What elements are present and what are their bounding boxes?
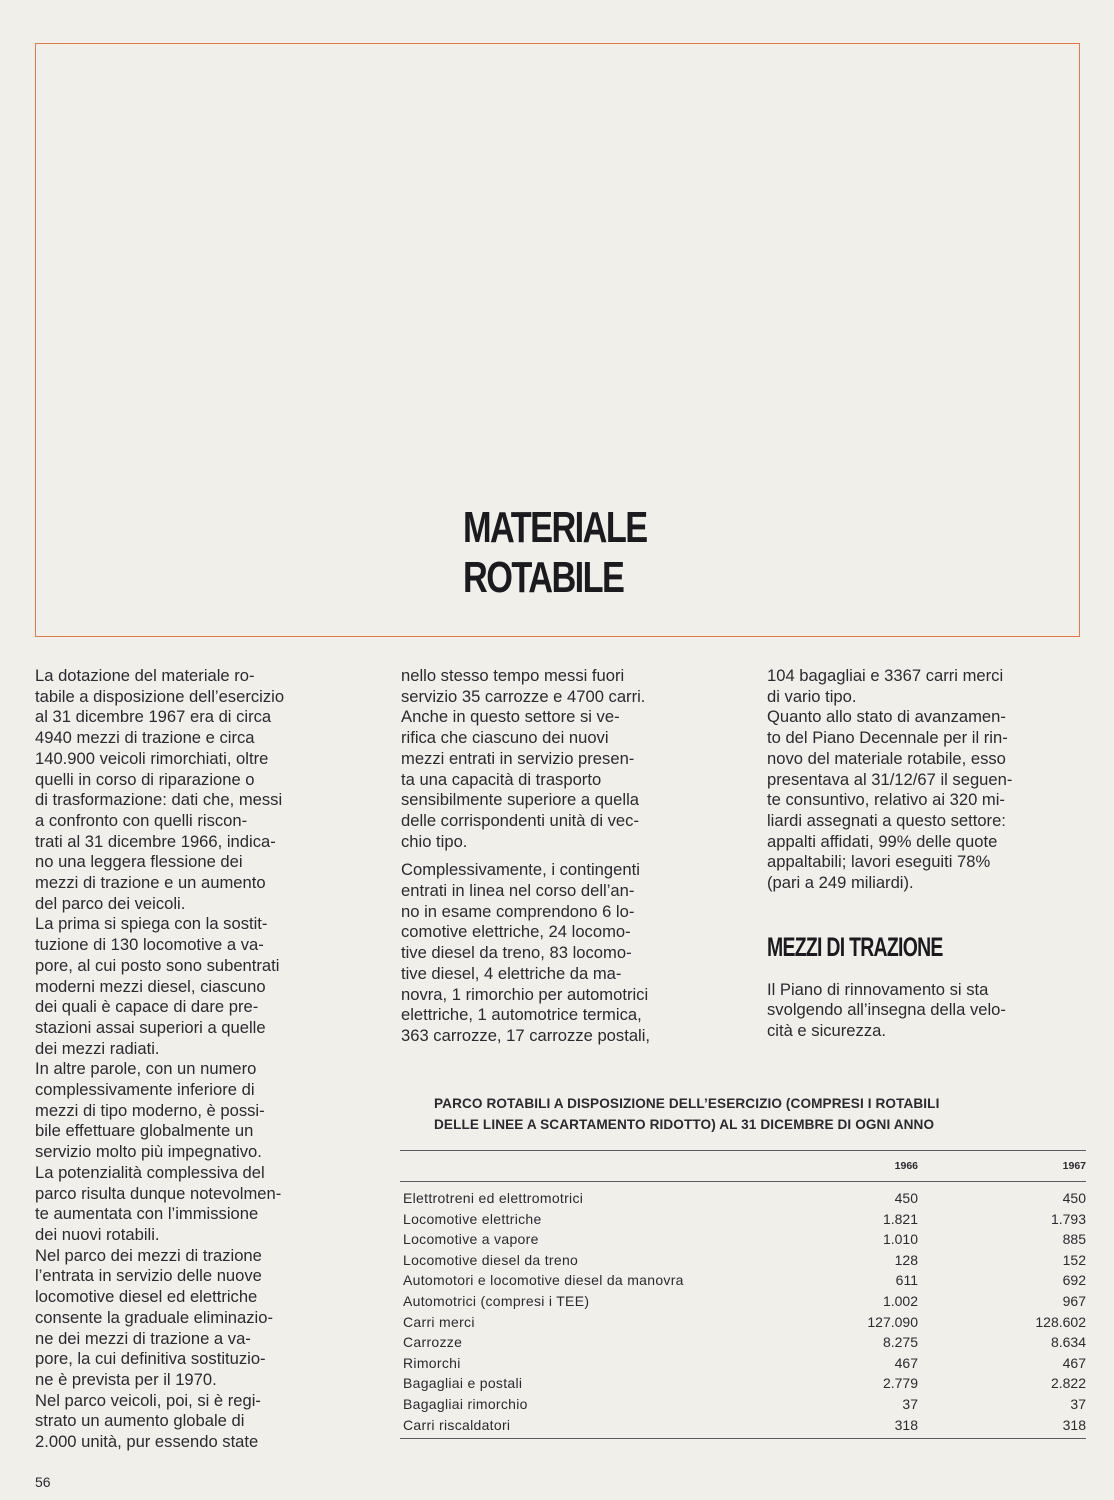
text-line: entrati in linea nel corso dell’an- bbox=[401, 881, 635, 901]
text-line: parco risulta dunque notevolmen- bbox=[35, 1183, 282, 1203]
value-1966: 1.002 bbox=[882, 1292, 918, 1309]
text-line: delle corrispondenti unità di vec- bbox=[401, 810, 639, 830]
text-line: a confronto con quelli riscon- bbox=[35, 810, 248, 830]
column3-paragraph-a bbox=[767, 666, 1074, 894]
table-row bbox=[400, 1312, 1086, 1333]
text-line: stazioni assai superiori a quelle bbox=[35, 1017, 266, 1037]
value-1966: 8.275 bbox=[882, 1334, 918, 1351]
value-1967: 885 bbox=[1062, 1231, 1086, 1248]
value-1967: 128.602 bbox=[1035, 1313, 1086, 1330]
row-label: Elettrotreni ed elettromotrici bbox=[403, 1190, 584, 1206]
value-1966: 127.090 bbox=[867, 1313, 918, 1330]
value-1967: 967 bbox=[1062, 1292, 1086, 1309]
text-line: cità e sicurezza. bbox=[767, 1021, 886, 1041]
value-1966: 1.010 bbox=[882, 1231, 918, 1248]
text-line: te aumentata con l’immissione bbox=[35, 1204, 259, 1224]
text-line: svolgendo all’insegna della velo- bbox=[767, 1000, 1006, 1020]
value-1967: 37 bbox=[1070, 1395, 1086, 1412]
row-label: Locomotive a vapore bbox=[403, 1231, 539, 1248]
table-row bbox=[400, 1394, 1086, 1415]
title-line-1: MATERIALE bbox=[463, 503, 647, 552]
text-line: pore, la cui definitiva sostituzio- bbox=[35, 1349, 266, 1369]
text-line: dei mezzi radiati. bbox=[35, 1038, 160, 1058]
value-1967: 692 bbox=[1062, 1272, 1086, 1289]
text-line: mezzi di tipo moderno, è possi- bbox=[35, 1100, 265, 1120]
value-1967: 318 bbox=[1062, 1416, 1086, 1433]
text-line: complessivamente inferiore di bbox=[35, 1080, 255, 1100]
table-bottom-rule bbox=[400, 1438, 1086, 1439]
text-line: Nel parco dei mezzi di trazione bbox=[35, 1245, 262, 1265]
row-label: Automotori e locomotive diesel da manovra bbox=[403, 1272, 684, 1289]
text-line: te consuntivo, relativo ai 320 mi- bbox=[767, 790, 1005, 810]
text-line: tive diesel da treno, 83 locomo- bbox=[401, 943, 632, 963]
value-1967: 2.822 bbox=[1050, 1375, 1086, 1392]
text-line: to del Piano Decennale per il rin- bbox=[767, 728, 1008, 748]
text-line: comotive elettriche, 24 locomo- bbox=[401, 922, 631, 942]
text-line: al 31 dicembre 1967 era di circa bbox=[35, 707, 272, 727]
table-row bbox=[400, 1353, 1086, 1374]
text-line: strato un aumento globale di bbox=[35, 1411, 245, 1431]
text-line: pore, al cui posto sono subentrati bbox=[35, 955, 280, 975]
text-column-2 bbox=[401, 666, 711, 1047]
table-caption-line-2: DELLE LINEE A SCARTAMENTO RIDOTTO) AL 31 DICEMBRE DI OGNI ANNO bbox=[434, 1117, 935, 1132]
text-line: La dotazione del materiale ro- bbox=[35, 666, 255, 685]
table-caption bbox=[434, 1093, 1074, 1135]
text-line: Anche in questo settore si ve- bbox=[401, 707, 620, 727]
value-1967: 152 bbox=[1062, 1251, 1086, 1268]
row-label: Carri merci bbox=[403, 1313, 475, 1330]
text-line: presentava al 31/12/67 il seguen- bbox=[767, 769, 1013, 789]
table-row bbox=[400, 1415, 1086, 1436]
text-line: consente la graduale eliminazio- bbox=[35, 1307, 273, 1327]
title-line-2: ROTABILE bbox=[463, 553, 624, 602]
row-label: Bagagliai e postali bbox=[403, 1375, 523, 1392]
text-line: appaltabili; lavori eseguiti 78% bbox=[767, 852, 991, 872]
value-1966: 467 bbox=[894, 1354, 918, 1371]
section-heading: MEZZI DI TRAZIONE bbox=[767, 931, 943, 962]
text-line: dei nuovi rotabili. bbox=[35, 1224, 160, 1244]
text-line: mezzi entrati in servizio presen- bbox=[401, 748, 635, 768]
table-row bbox=[400, 1209, 1086, 1230]
paragraph-gap bbox=[401, 852, 711, 860]
text-line: no in esame comprendono 6 lo- bbox=[401, 901, 635, 921]
text-line: novra, 1 rimorchio per automotrici bbox=[401, 984, 649, 1004]
text-column-1 bbox=[35, 666, 338, 1453]
text-line: mezzi di trazione e un aumento bbox=[35, 873, 266, 893]
text-line: bile effettuare globalmente un bbox=[35, 1121, 254, 1141]
row-label: Rimorchi bbox=[403, 1354, 461, 1371]
text-line: tive diesel, 4 elettriche da ma- bbox=[401, 963, 622, 983]
value-1967: 8.634 bbox=[1050, 1334, 1086, 1351]
table-body bbox=[400, 1182, 1086, 1435]
text-line: tuzione di 130 locomotive a va- bbox=[35, 935, 264, 955]
value-1967: 1.793 bbox=[1050, 1210, 1086, 1227]
text-line: dei quali è capace di dare pre- bbox=[35, 997, 259, 1017]
text-line: tabile a disposizione dell’esercizio bbox=[35, 686, 285, 706]
table-row bbox=[400, 1229, 1086, 1250]
text-line: di vario tipo. bbox=[767, 686, 857, 706]
text-line: trati al 31 dicembre 1966, indica- bbox=[35, 831, 276, 851]
text-line: ta una capacità di trasporto bbox=[401, 769, 602, 789]
text-line: servizio molto più impegnativo. bbox=[35, 1142, 262, 1162]
row-label: Locomotive diesel da treno bbox=[403, 1251, 579, 1268]
value-1966: 611 bbox=[895, 1272, 918, 1289]
text-line: La potenzialità complessiva del bbox=[35, 1162, 265, 1182]
row-label: Carrozze bbox=[403, 1334, 463, 1351]
value-1966: 450 bbox=[894, 1190, 918, 1206]
text-line: In altre parole, con un numero bbox=[35, 1059, 257, 1079]
text-line: di trasformazione: dati che, messi bbox=[35, 790, 283, 810]
row-label: Bagagliai rimorchio bbox=[403, 1395, 528, 1412]
text-line: chio tipo. bbox=[401, 831, 468, 851]
table-header bbox=[400, 1151, 1086, 1181]
text-line: Il Piano di rinnovamento si sta bbox=[767, 979, 989, 999]
text-line: (pari a 249 miliardi). bbox=[767, 873, 914, 893]
value-1967: 467 bbox=[1062, 1354, 1086, 1371]
text-line: elettriche, 1 automotrice termica, bbox=[401, 1005, 642, 1025]
row-label: Carri riscaldatori bbox=[403, 1416, 511, 1433]
value-1966: 318 bbox=[894, 1416, 918, 1433]
text-line: 2.000 unità, pur essendo state bbox=[35, 1432, 259, 1452]
table-row bbox=[400, 1250, 1086, 1271]
text-line: Quanto allo stato di avanzamen- bbox=[767, 707, 1006, 727]
row-label: Locomotive elettriche bbox=[403, 1210, 542, 1227]
text-line: liardi assegnati a questo settore: bbox=[767, 810, 1006, 830]
text-column-3 bbox=[767, 666, 1074, 1042]
text-line: 140.900 veicoli rimorchiati, oltre bbox=[35, 748, 269, 768]
column2-paragraph-a bbox=[401, 666, 711, 852]
value-1966: 128 bbox=[894, 1251, 918, 1268]
text-line: appalti affidati, 99% delle quote bbox=[767, 831, 998, 851]
table-row bbox=[400, 1188, 1086, 1209]
table-row bbox=[400, 1291, 1086, 1312]
header-1966: 1966 bbox=[894, 1160, 918, 1172]
table-row bbox=[400, 1270, 1086, 1291]
text-line: rifica che ciascuno dei nuovi bbox=[401, 728, 609, 748]
value-1966: 2.779 bbox=[882, 1375, 918, 1392]
text-line: locomotive diesel ed elettriche bbox=[35, 1287, 258, 1307]
text-line: l’entrata in servizio delle nuove bbox=[35, 1266, 262, 1286]
value-1966: 1.821 bbox=[882, 1210, 918, 1227]
text-line: servizio 35 carrozze e 4700 carri. bbox=[401, 686, 646, 706]
table-caption-line-1: PARCO ROTABILI A DISPOSIZIONE DELL’ESERCIZIO (COMPRESI I ROTABILI bbox=[434, 1096, 940, 1111]
text-line: nello stesso tempo messi fuori bbox=[401, 666, 625, 685]
header-1967: 1967 bbox=[1062, 1160, 1086, 1172]
text-line: La prima si spiega con la sostit- bbox=[35, 914, 268, 934]
column2-paragraph-b bbox=[401, 860, 711, 1046]
table-row bbox=[400, 1332, 1086, 1353]
value-1967: 450 bbox=[1062, 1190, 1086, 1206]
rolling-stock-table bbox=[400, 1150, 1086, 1439]
page-title bbox=[463, 503, 647, 603]
text-line: sensibilmente superiore a quella bbox=[401, 790, 639, 810]
text-line: quelli in corso di riparazione o bbox=[35, 769, 255, 789]
text-line: 4940 mezzi di trazione e circa bbox=[35, 728, 255, 748]
page-number: 56 bbox=[35, 1474, 51, 1490]
text-line: moderni mezzi diesel, ciascuno bbox=[35, 976, 266, 996]
column1-paragraph bbox=[35, 666, 338, 1453]
text-line: Complessivamente, i contingenti bbox=[401, 860, 640, 880]
text-line: Nel parco veicoli, poi, si è regi- bbox=[35, 1390, 261, 1410]
text-line: novo del materiale rotabile, esso bbox=[767, 748, 1006, 768]
value-1966: 37 bbox=[902, 1395, 918, 1412]
text-line: ne dei mezzi di trazione a va- bbox=[35, 1328, 251, 1348]
text-line: ne è prevista per il 1970. bbox=[35, 1369, 217, 1389]
row-label: Automotrici (compresi i TEE) bbox=[403, 1292, 590, 1309]
text-line: 363 carrozze, 17 carrozze postali, bbox=[401, 1025, 651, 1045]
text-line: del parco dei veicoli. bbox=[35, 893, 186, 913]
column3-paragraph-b bbox=[767, 980, 1074, 1042]
text-line: 104 bagagliai e 3367 carri merci bbox=[767, 666, 1004, 685]
table-row bbox=[400, 1373, 1086, 1394]
text-line: no una leggera flessione dei bbox=[35, 852, 243, 872]
